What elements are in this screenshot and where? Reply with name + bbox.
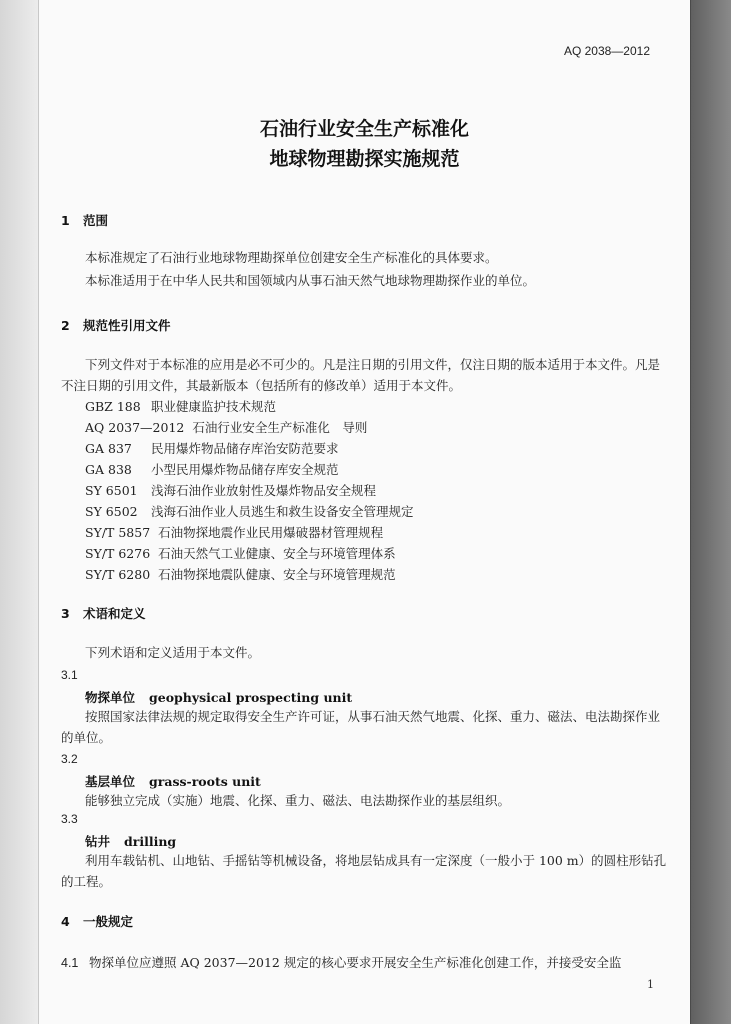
reference-item [85, 397, 276, 415]
section-4-heading [61, 912, 133, 930]
reference-code: GBZ 188 [85, 399, 141, 414]
clause-number: 4.1 [61, 956, 79, 970]
section-number: 1 [61, 213, 70, 228]
reference-title: 职业健康监护技术规范 [151, 399, 277, 414]
reference-title: 民用爆炸物品储存库治安防范要求 [151, 441, 339, 456]
clause-4-1 [61, 953, 669, 971]
term-number: 3.1 [61, 668, 78, 682]
section-3-intro: 下列术语和定义适用于本文件。 [85, 645, 261, 660]
section-1-heading [61, 211, 108, 229]
reference-code: GA 838 [85, 462, 132, 477]
section-3-heading [61, 604, 146, 622]
term-chinese: 钻井 [85, 834, 111, 849]
reference-code: SY 6501 [85, 483, 138, 498]
reference-item [85, 439, 339, 457]
left-margin-shadow [0, 0, 38, 1024]
section-1-paragraph-2: 本标准适用于在中华人民共和国领域内从事石油天然气地球物理勘探作业的单位。 [85, 273, 536, 288]
term-english: drilling [124, 834, 177, 849]
reference-item [85, 565, 396, 583]
reference-title: 浅海石油作业人员逃生和救生设备安全管理规定 [151, 504, 414, 519]
term-chinese: 基层单位 [85, 774, 136, 789]
term-english: geophysical prospecting unit [149, 690, 353, 705]
reference-code: SY/T 6280 [85, 567, 151, 582]
reference-code: SY/T 6276 [85, 546, 151, 561]
term-chinese: 物探单位 [85, 690, 136, 705]
reference-item [85, 544, 396, 562]
document-code: AQ 2038—2012 [563, 44, 650, 58]
term-definition: 按照国家法律法规的规定取得安全生产许可证，从事石油天然气地震、化探、重力、磁法、电法勘探作业的单位。 [61, 709, 661, 745]
reference-title: 石油天然气工业健康、安全与环境管理体系 [158, 546, 396, 561]
section-title: 一般规定 [83, 914, 134, 929]
document-page [38, 0, 691, 1024]
section-number: 2 [61, 318, 70, 333]
reference-item [85, 460, 339, 478]
right-margin-shadow [689, 0, 731, 1024]
reference-title: 石油物探地震作业民用爆破器材管理规程 [158, 525, 384, 540]
term-definition: 能够独立完成（实施）地震、化探、重力、磁法、电法勘探作业的基层组织。 [85, 793, 511, 808]
section-2-intro: 下列文件对于本标准的应用是必不可少的。凡是注日期的引用文件，仅注日期的版本适用于本文件。凡是不注日期的引用文件，其最新版本（包括所有的修改单）适用于本文件。 [61, 357, 661, 393]
section-2-heading [61, 316, 171, 334]
section-number: 3 [61, 606, 70, 621]
term-definition: 利用车载钻机、山地钻、手摇钻等机械设备，将地层钻成具有一定深度（一般小于 100 m）的圆柱形钻孔的工程。 [61, 853, 667, 889]
reference-item [85, 523, 383, 541]
reference-code: GA 837 [85, 441, 132, 456]
section-1-paragraph-1: 本标准规定了石油行业地球物理勘探单位创建安全生产标准化的具体要求。 [85, 250, 498, 265]
title-line-1: 石油行业安全生产标准化 [259, 118, 469, 140]
reference-title: 石油行业安全生产标准化 导则 [192, 420, 368, 435]
reference-item [85, 502, 414, 520]
reference-code: SY/T 5857 [85, 525, 151, 540]
reference-title: 小型民用爆炸物品储存库安全规范 [151, 462, 339, 477]
reference-item [85, 481, 376, 499]
term-number: 3.2 [61, 752, 78, 766]
term-heading [85, 832, 176, 850]
reference-title: 石油物探地震队健康、安全与环境管理规范 [158, 567, 396, 582]
page-number: 1 [647, 978, 654, 991]
section-title: 规范性引用文件 [83, 318, 171, 333]
section-number: 4 [61, 914, 70, 929]
term-heading [85, 688, 352, 706]
term-heading [85, 772, 261, 790]
title-line-2: 地球物理勘探实施规范 [269, 148, 460, 170]
clause-text: 物探单位应遵照 AQ 2037—2012 规定的核心要求开展安全生产标准化创建工作，并接受安全监 [89, 955, 622, 970]
term-number: 3.3 [61, 812, 78, 826]
term-english: grass-roots unit [149, 774, 261, 789]
section-title: 范围 [83, 213, 109, 228]
reference-code: AQ 2037—2012 [85, 420, 185, 435]
reference-code: SY 6502 [85, 504, 138, 519]
reference-title: 浅海石油作业放射性及爆炸物品安全规程 [151, 483, 377, 498]
section-title: 术语和定义 [83, 606, 146, 621]
reference-item [85, 418, 367, 436]
